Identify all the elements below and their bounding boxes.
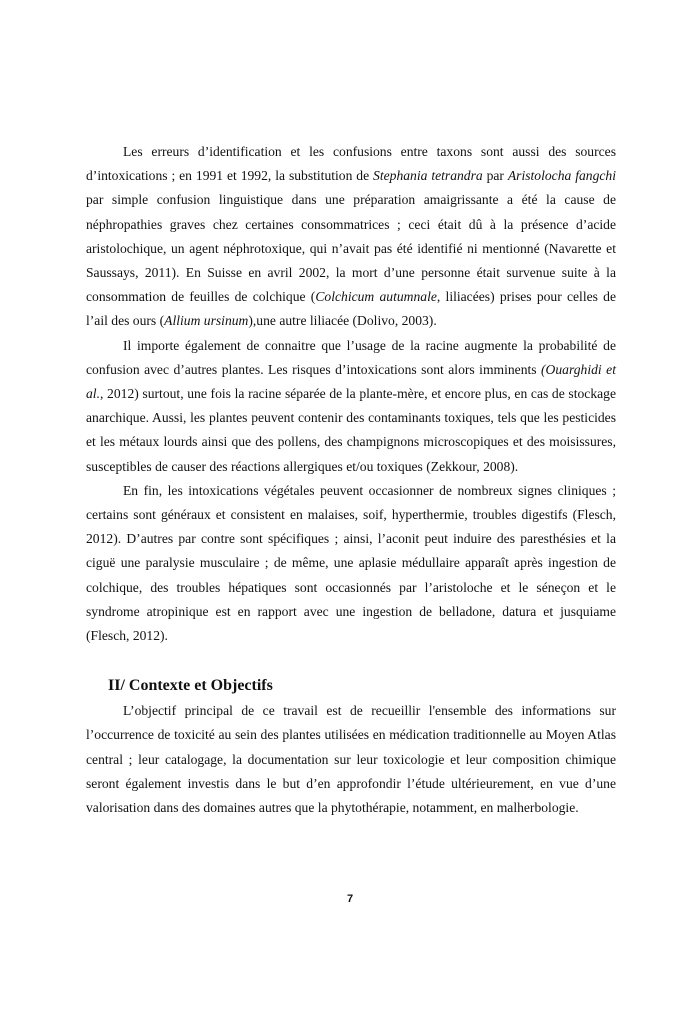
section-heading: II/ Contexte et Objectifs: [108, 677, 273, 695]
page-number: 7: [346, 893, 354, 905]
text-run: Il importe également de connaitre que l’usage de la racine augmente la probabilité de confusion avec d’autres plantes. Les risques d’intoxications sont alors imminents: [86, 337, 616, 377]
paragraph-identification-errors: [86, 140, 616, 334]
citation-ouarghidi: (Ouarghidi et al.: [86, 361, 616, 402]
paragraph-clinical-signs: [86, 479, 616, 648]
body-text: [86, 140, 616, 820]
species-name-stephania: Stephania tetrandra: [373, 168, 483, 184]
paragraph-objectives: L’objectif principal de ce travail est de recueillir l'ensemble des informations sur l’occurrence de toxicité au sein des plantes utilisées en médication traditionnelle au Moyen Atlas central ; leur catalogage, la documentation sur leur toxicologie et leur composition chimique seront également investis dans le but d’en approfondir l’étude ultérieurement, en vue d’une valorisation dans des domaines autres que la phytothérapie, notamment, en malherbologie.: [86, 703, 616, 816]
text-run: , 2012) surtout, une fois la racine séparée de la plante-mère, et encore plus, en cas de stockage anarchique. Aussi, les plantes peuvent contenir des contaminants toxiques, tels que les pesticides et les métaux lourds ainsi que des pollens, des champignons microscopiques et des moisissures, susceptibles de causer des réactions allergiques et/ou toxiques (Zekkour, 2008).: [86, 386, 616, 474]
paragraph-root-usage: [86, 334, 616, 479]
text-run: En fin, les intoxications végétales peuvent occasionner de nombreux signes cliniques ; certains sont généraux et consistent en malaises, soif, hyperthermie, troubles digestifs (Flesch, 2012). D’autres par contre sont spécifiques ; ainsi, l’aconit peut induire des paresthésies et la ciguë une paralysie musculaire ; de même, une aplasie médullaire apparaît après ingestion de colchique, des troubles hépatiques sont occasionnés par l’aristoloche et le séneçon et le syndrome atropinique est en rapport avec une ingestion de belladone, datura et jusquiame (Flesch, 2012).: [86, 482, 616, 644]
text-run: ),une autre liliacée (Dolivo, 2003).: [248, 313, 437, 329]
text-run: par: [482, 168, 508, 184]
text-run: par simple confusion linguistique dans une préparation amaigrissante a été la cause de néphropathies graves chez certaines consommatrices ; ceci était dû à la présence d’acide aristolochique, un agent néphrotoxique, qui n’avait pas été identifié ni mentionné (Navarette et Saussays, 2011). En Suisse en avril 2002, la mort d’une personne était survenue suite à la consommation de feuilles de colchique (: [86, 192, 616, 305]
species-name-aristolocha: Aristolocha fangchi: [507, 168, 616, 184]
text-run: , liliacées) prises pour celles de l’ail des ours (: [86, 289, 617, 329]
species-name-allium: Allium ursinum: [164, 313, 249, 329]
species-name-colchicum: Colchicum autumnale: [315, 289, 437, 305]
text-run: Les erreurs d’identification et les confusions entre taxons sont aussi des sources d’intoxications ; en 1991 et 1992, la substitution de: [86, 144, 616, 184]
